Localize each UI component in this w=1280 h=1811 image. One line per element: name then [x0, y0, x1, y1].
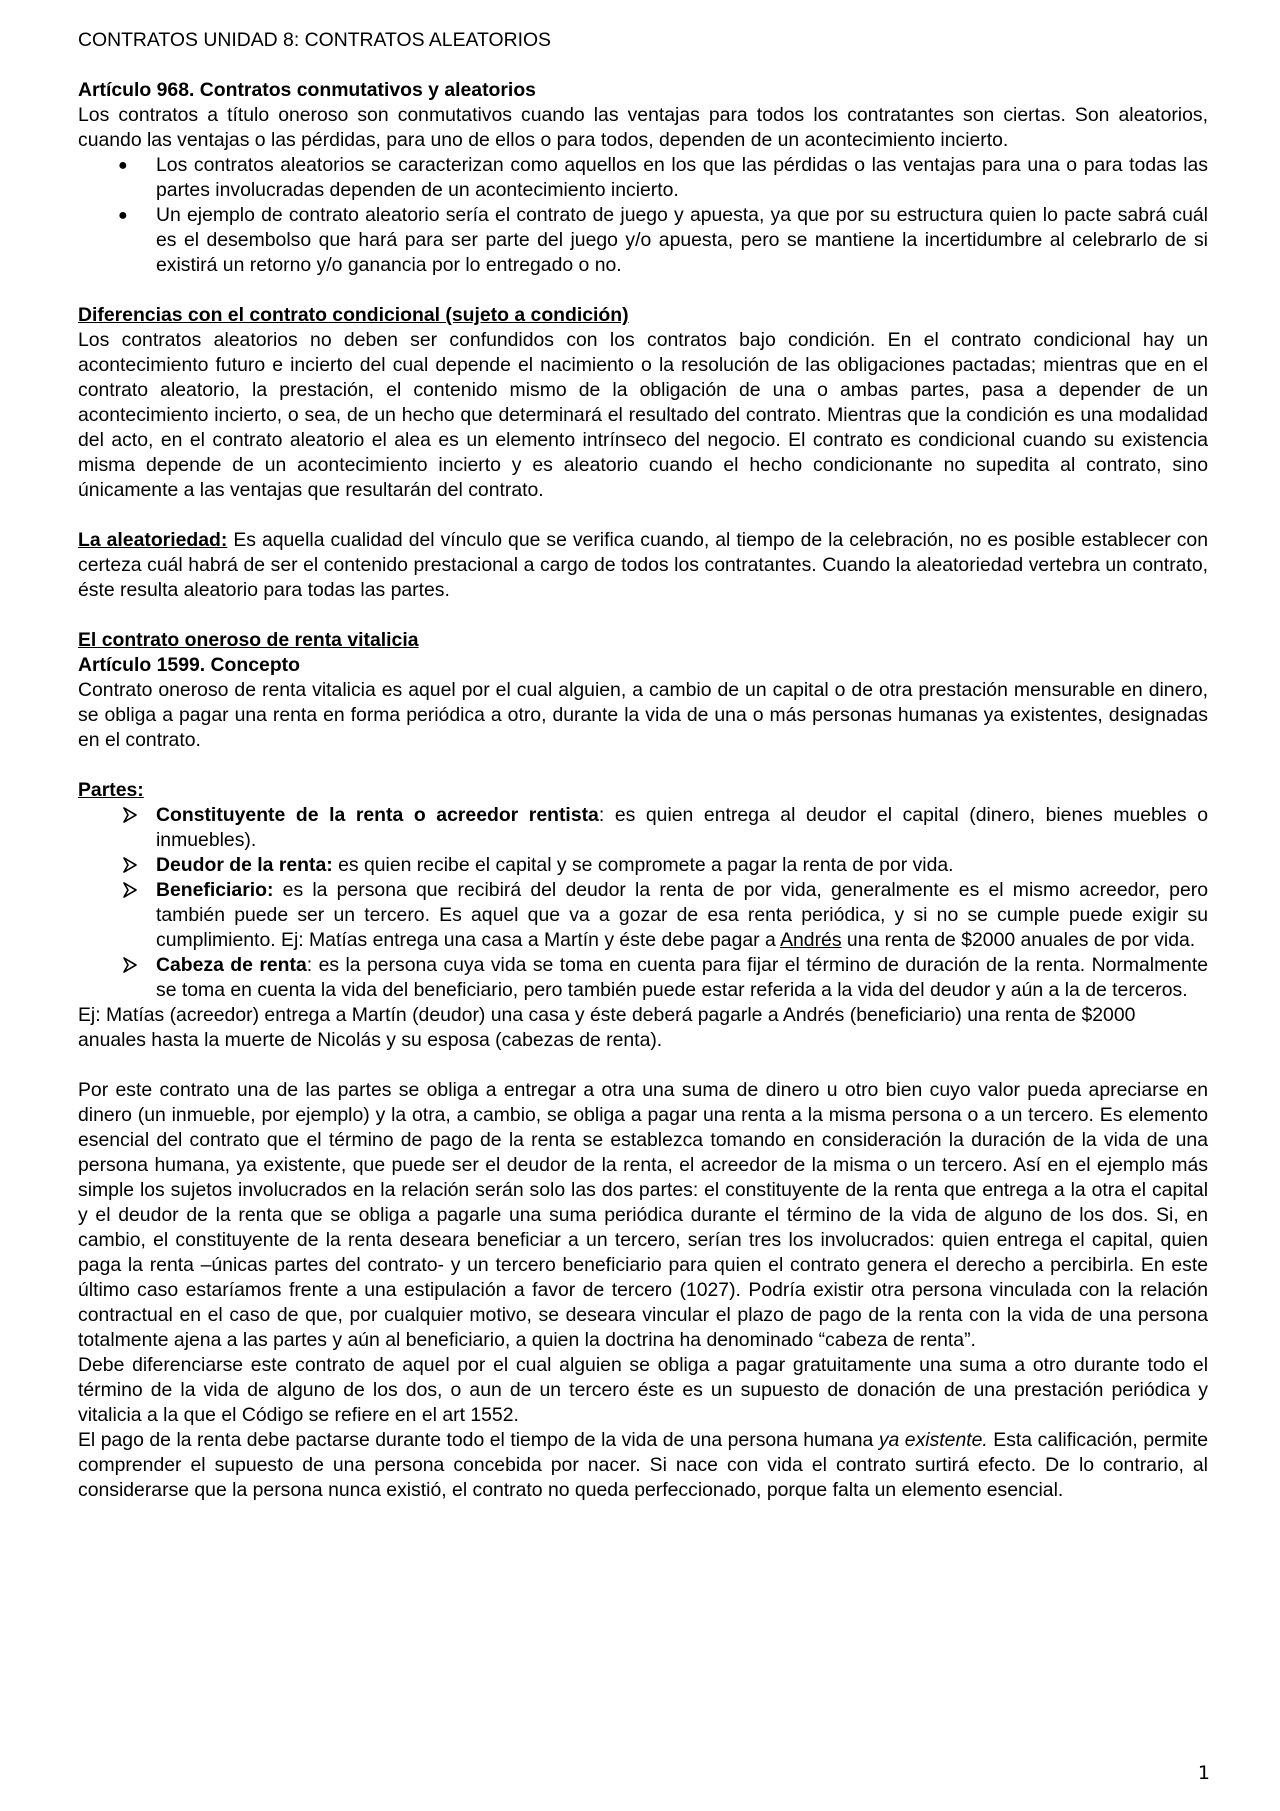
aleatoriedad-term: La aleatoriedad:: [78, 529, 228, 551]
partes-heading: Partes:: [78, 779, 144, 801]
bullet-icon: ●: [118, 207, 128, 224]
list-item: Deudor de la renta: es quien recibe el capital y se compromete a pagar la renta de por vida.: [78, 853, 1208, 878]
arrow-bullet-icon: [122, 878, 138, 903]
article-968-bullet-list: [78, 153, 1208, 278]
list-item: Constituyente de la renta o acreedor rentista: es quien entrega al deudor el capital (dinero, bienes muebles o inmuebles).: [78, 803, 1208, 853]
page-number: 1: [1197, 1762, 1210, 1784]
andres-underlined-name: Andrés: [780, 929, 842, 951]
aleatoriedad-text: Es aquella cualidad del vínculo que se verifica cuando, al tiempo de la celebración, no es posible establecer con certeza cuál habrá de ser el contenido prestacional a cargo de todos los contratantes. Cuando la aleatoriedad vertebra un contrato, éste resulta aleatorio para todas las partes.: [78, 529, 1208, 601]
list-item: Beneficiario: es la persona que recibirá del deudor la renta de por vida, generalmente es el mismo acreedor, pero también puede ser un tercero. Es aquel que va a gozar de esa renta periódica, y si no se cumple puede exigir su cumplimiento. Ej: Matías entrega una casa a Martín y éste debe pagar a Andrés una renta de $2000 anuales de por vida.: [78, 878, 1208, 953]
arrow-bullet-icon: [122, 853, 138, 878]
renta-heading: El contrato oneroso de renta vitalicia: [78, 629, 419, 651]
list-item: ● Los contratos aleatorios se caracterizan como aquellos en los que las pérdidas o las ventajas para una o para todas las partes involucradas dependen de un acontecimiento incierto.: [118, 154, 1208, 201]
diferencias-text: Los contratos aleatorios no deben ser confundidos con los contratos bajo condición. En el contrato condicional hay un acontecimiento futuro e incierto del cual depende el nacimiento o la resolución de las obligaciones pactadas; mientras que en el contrato aleatorio, la prestación, el contenido mismo de la obligación de una o ambas partes, pasa a depender de un acontecimiento incierto, o sea, de un hecho que determinará el resultado del contrato. Mientras que la condición es una modalidad del acto, en el contrato aleatorio el alea es un elemento intrínseco del negocio. El contrato es condicional cuando su existencia misma depende de un acontecimiento incierto y es aleatorio cuando el hecho condicionante no supedita al contrato, sino únicamente a las ventajas que resultarán del contrato.: [78, 329, 1208, 501]
partes-example: Ej: Matías (acreedor) entrega a Martín (deudor) una casa y éste deberá pagarle a Andrés (beneficiario) una renta de $2000 anuales hasta la muerte de Nicolás y su esposa (cabezas de renta).: [78, 1004, 1136, 1051]
list-item: Cabeza de renta: es la persona cuya vida se toma en cuenta para fijar el término de duración de la renta. Normalmente se toma en cuenta la vida del beneficiario, pero también puede estar referida a la vida del deudor y aún a la de terceros.: [78, 953, 1208, 1003]
document-page: [78, 28, 1208, 1503]
body-paragraph-3: El pago de la renta debe pactarse durante todo el tiempo de la vida de una persona humana ya existente. Esta calificación, permite comprender el supuesto de una persona concebida por nacer. Si nace con vida el contrato surtirá efecto. De lo contrario, al considerarse que la persona nunca existió, el contrato no queda perfeccionado, porque falta un elemento esencial.: [78, 1429, 1208, 1501]
list-item: ● Un ejemplo de contrato aleatorio sería el contrato de juego y apuesta, ya que por su estructura quien lo pacte sabrá cuál es el desembolso que hará para ser parte del juego y/o apuesta, pero se mantiene la incertidumbre al celebrarlo de si existirá un retorno y/o ganancia por lo entregado o no.: [118, 204, 1208, 276]
body-paragraph-1: Por este contrato una de las partes se obliga a entregar a otra una suma de dinero u otro bien cuyo valor pueda apreciarse en dinero (un inmueble, por ejemplo) y la otra, a cambio, se obliga a pagar una renta a la misma persona o a un tercero. Es elemento esencial del contrato que el término de pago de la renta se establezca tomando en consideración la duración de la vida de una persona humana, ya existente, que puede ser el deudor de la renta, el acreedor de la misma o un tercero. Así en el ejemplo más simple los sujetos involucrados en la relación serán solo las dos partes: el constituyente de la renta que entrega a la otra el capital y el deudor de la renta que se obliga a pagarle una suma periódica durante el término de la vida de alguno de los dos. Si, en cambio, el constituyente de la renta deseara beneficiar a un tercero, serían tres los involucrados: quien entrega el capital, quien paga la renta –únicas partes del contrato- y un tercero beneficiario para quien el contrato genera el derecho a percibirla. En este último caso estaríamos frente a una estipulación a favor de tercero (1027). Podría existir otra persona vinculada con la relación contractual en el caso de que, por cualquier motivo, se deseara vincular el plazo de pago de la renta con la vida de una persona totalmente ajena a las partes y aún al beneficiario, a quien la doctrina ha denominado “cabeza de renta”.: [78, 1079, 1208, 1351]
partes-list: [78, 803, 1208, 1003]
article-1599-text: Contrato oneroso de renta vitalicia es aquel por el cual alguien, a cambio de un capital o de otra prestación mensurable en dinero, se obliga a pagar una renta en forma periódica a otro, durante la vida de una o más personas humanas ya existentes, designadas en el contrato.: [78, 679, 1208, 751]
document-header: CONTRATOS UNIDAD 8: CONTRATOS ALEATORIOS: [78, 29, 551, 51]
article-1599-title: Artículo 1599. Concepto: [78, 654, 300, 676]
article-968-title: Artículo 968. Contratos conmutativos y aleatorios: [78, 79, 536, 101]
article-968-text: Los contratos a título oneroso son conmutativos cuando las ventajas para todos los contratantes son ciertas. Son aleatorios, cuando las ventajas o las pérdidas, para uno de ellos o para todos, dependen de un acontecimiento incierto.: [78, 104, 1208, 151]
aleatoriedad-paragraph: [78, 528, 1208, 603]
diferencias-heading: Diferencias con el contrato condicional (sujeto a condición): [78, 304, 629, 326]
bullet-icon: ●: [118, 157, 128, 174]
body-paragraph-2: Debe diferenciarse este contrato de aquel por el cual alguien se obliga a pagar gratuitamente una suma a otro durante todo el término de la vida de alguno de los dos, o aun de un tercero éste es un supuesto de donación de una prestación periódica y vitalicia a la que el Código se refiere en el art 1552.: [78, 1354, 1208, 1426]
arrow-bullet-icon: [122, 803, 138, 828]
arrow-bullet-icon: [122, 953, 138, 978]
